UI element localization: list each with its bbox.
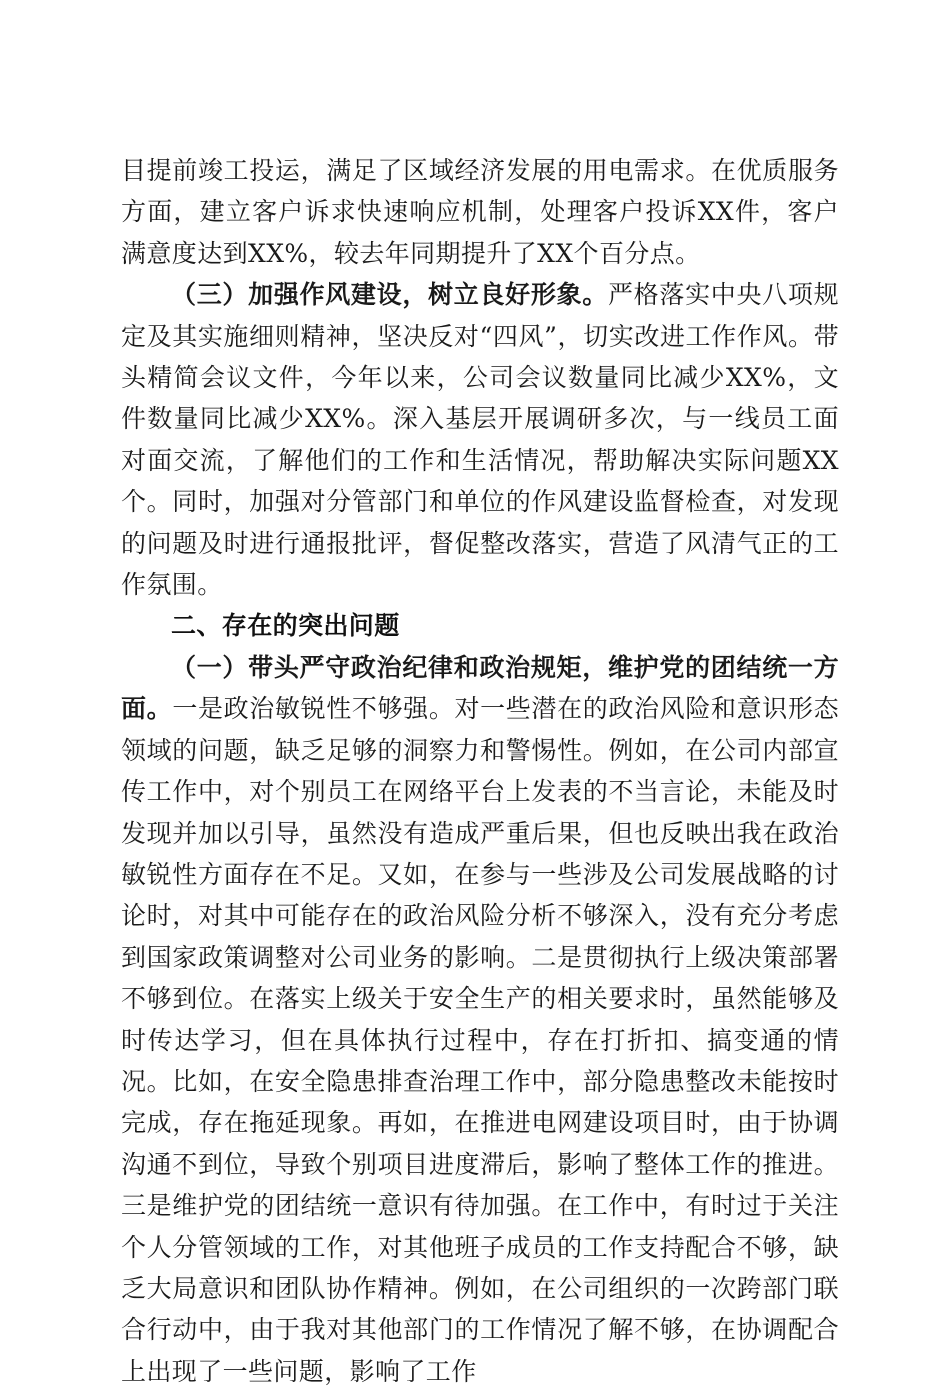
paragraph-lead: （三）加强作风建设，树立良好形象。 [171, 280, 608, 310]
paragraph-text: 一是政治敏锐性不够强。对一些潜在的政治风险和意识形态领域的问题，缺乏足够的洞察力和警惕性。例如，在公司内部宣传工作中，对个别员工在网络平台上发表的不当言论，未能及时发现并加以引导，虽然没有造成严重后果，但也反映出我在政治敏锐性方面存在不足。又如，在参与一些涉及公司发展战略的讨论时，对其中可能存在的政治风险分析不够深入，没有充分考虑到国家政策调整对公司业务的影响。二是贯彻执行上级决策部署不够到位。在落实上级关于安全生产的相关要求时，虽然能够及时传达学习，但在具体执行过程中，存在打折扣、搞变通的情况。比如，在安全隐患排查治理工作中，部分隐患整改未能按时完成，存在拖延现象。再如，在推进电网建设项目时，由于协调沟通不到位，导致个别项目进度滞后，影响了整体工作的推进。三是维护党的团结统一意识有待加强。在工作中，有时过于关注个人分管领域的工作，对其他班子成员的工作支持配合不够，缺乏大局意识和团队协作精神。例如，在公司组织的一次跨部门联合行动中，由于我对其他部门的工作情况了解不够，在协调配合上出现了一些问题，影响了工作 [121, 694, 839, 1386]
paragraph-continued [121, 150, 839, 274]
paragraph-text: 目提前竣工投运，满足了区域经济发展的用电需求。在优质服务方面，建立客户诉求快速响应机制，处理客户投诉XX件，客户满意度达到XX%，较去年同期提升了XX个百分点。 [121, 156, 839, 268]
paragraph-text: 严格落实中央八项规定及其实施细则精神，坚决反对“四风”，切实改进工作作风。带头精简会议文件，今年以来，公司会议数量同比减少XX%，文件数量同比减少XX%。深入基层开展调研多次，与一线员工面对面交流，了解他们的工作和生活情况，帮助解决实际问题XX个。同时，加强对分管部门和单位的作风建设监督检查，对发现的问题及时进行通报批评，督促整改落实，营造了风清气正的工作氛围。 [121, 280, 839, 600]
paragraph-political-discipline [121, 647, 839, 1392]
section-heading: 二、存在的突出问题 [171, 611, 400, 641]
paragraph-lead: （一）带头严守政治纪律和政治规矩，维护党的团结统一方面。 [121, 652, 839, 724]
paragraph-work-style [121, 274, 839, 605]
document-body [121, 150, 839, 1392]
